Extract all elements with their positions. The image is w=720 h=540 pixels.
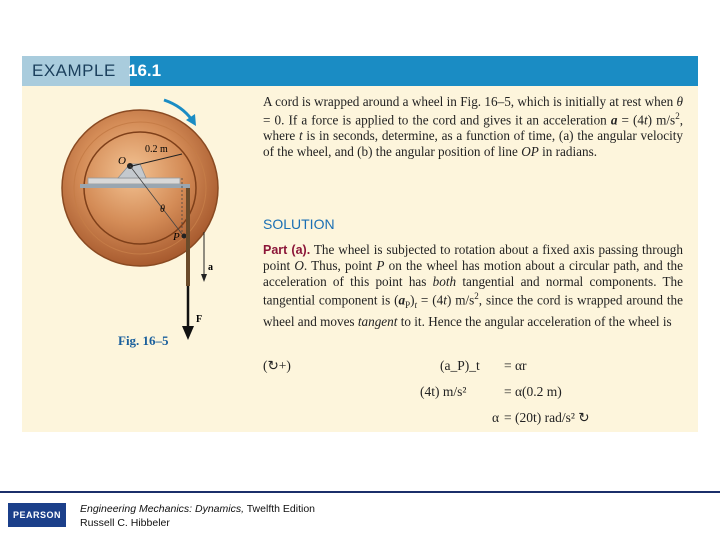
problem-statement: A cord is wrapped around a wheel in Fig. 16–5, which is initially at rest when θ = 0. If a force is applied to the cord and gives it an acceleration a = (4t) $m/s^2$, where t is in seconds, determine, as a function of time, (a) the angular velocity of the wheel, and (b) the angular position of line OP in radians.: [263, 94, 683, 159]
wheel-diagram: [22, 86, 242, 432]
sign-convention: (↻+): [263, 358, 291, 373]
eq1-lhs: (a_P)_t: [440, 358, 480, 373]
book-author: Russell C. Hibbeler: [80, 517, 170, 529]
example-label: EXAMPLE: [22, 56, 130, 86]
example-panel: [22, 56, 698, 432]
eq2-rhs: = α(0.2 m): [504, 384, 562, 399]
example-header: [22, 56, 698, 86]
wheel-figure: [22, 86, 242, 432]
accel-label: a: [208, 262, 213, 273]
point-o-label: O: [118, 155, 126, 167]
eq1-rhs: = αr: [504, 358, 527, 373]
book-title: Engineering Mechanics: Dynamics, Twelfth Edition: [80, 503, 316, 515]
force-label: F: [196, 314, 203, 325]
figure-caption: Fig. 16–5: [118, 333, 169, 348]
point-p-label: P: [173, 231, 180, 243]
eq3-lhs: α: [492, 410, 500, 425]
eq3-rhs: = (20t) rad/s² ↻: [504, 410, 590, 425]
part-a-text: Part (a). The wheel is subjected to rotation about a fixed axis passing through point O. Thus, point P on the wheel has motion about a circular path, and the acceleration of this point has both tangential and normal components. The tangential component is $(a_P)_t = (4t)$ $m/s^2$, since the cord is wrapped around the wheel and moves tangent to it. Hence the angular acceleration of the wheel is: [263, 242, 683, 329]
publisher-logo: PEARSON: [8, 503, 66, 527]
radius-label: 0.2 m: [145, 144, 168, 155]
footer-rule: [0, 491, 720, 493]
example-number: 16.1: [128, 61, 162, 80]
eq2-lhs: (4t) m/s²: [420, 384, 467, 399]
solution-heading: SOLUTION: [263, 216, 335, 232]
angle-label: θ: [160, 204, 165, 215]
